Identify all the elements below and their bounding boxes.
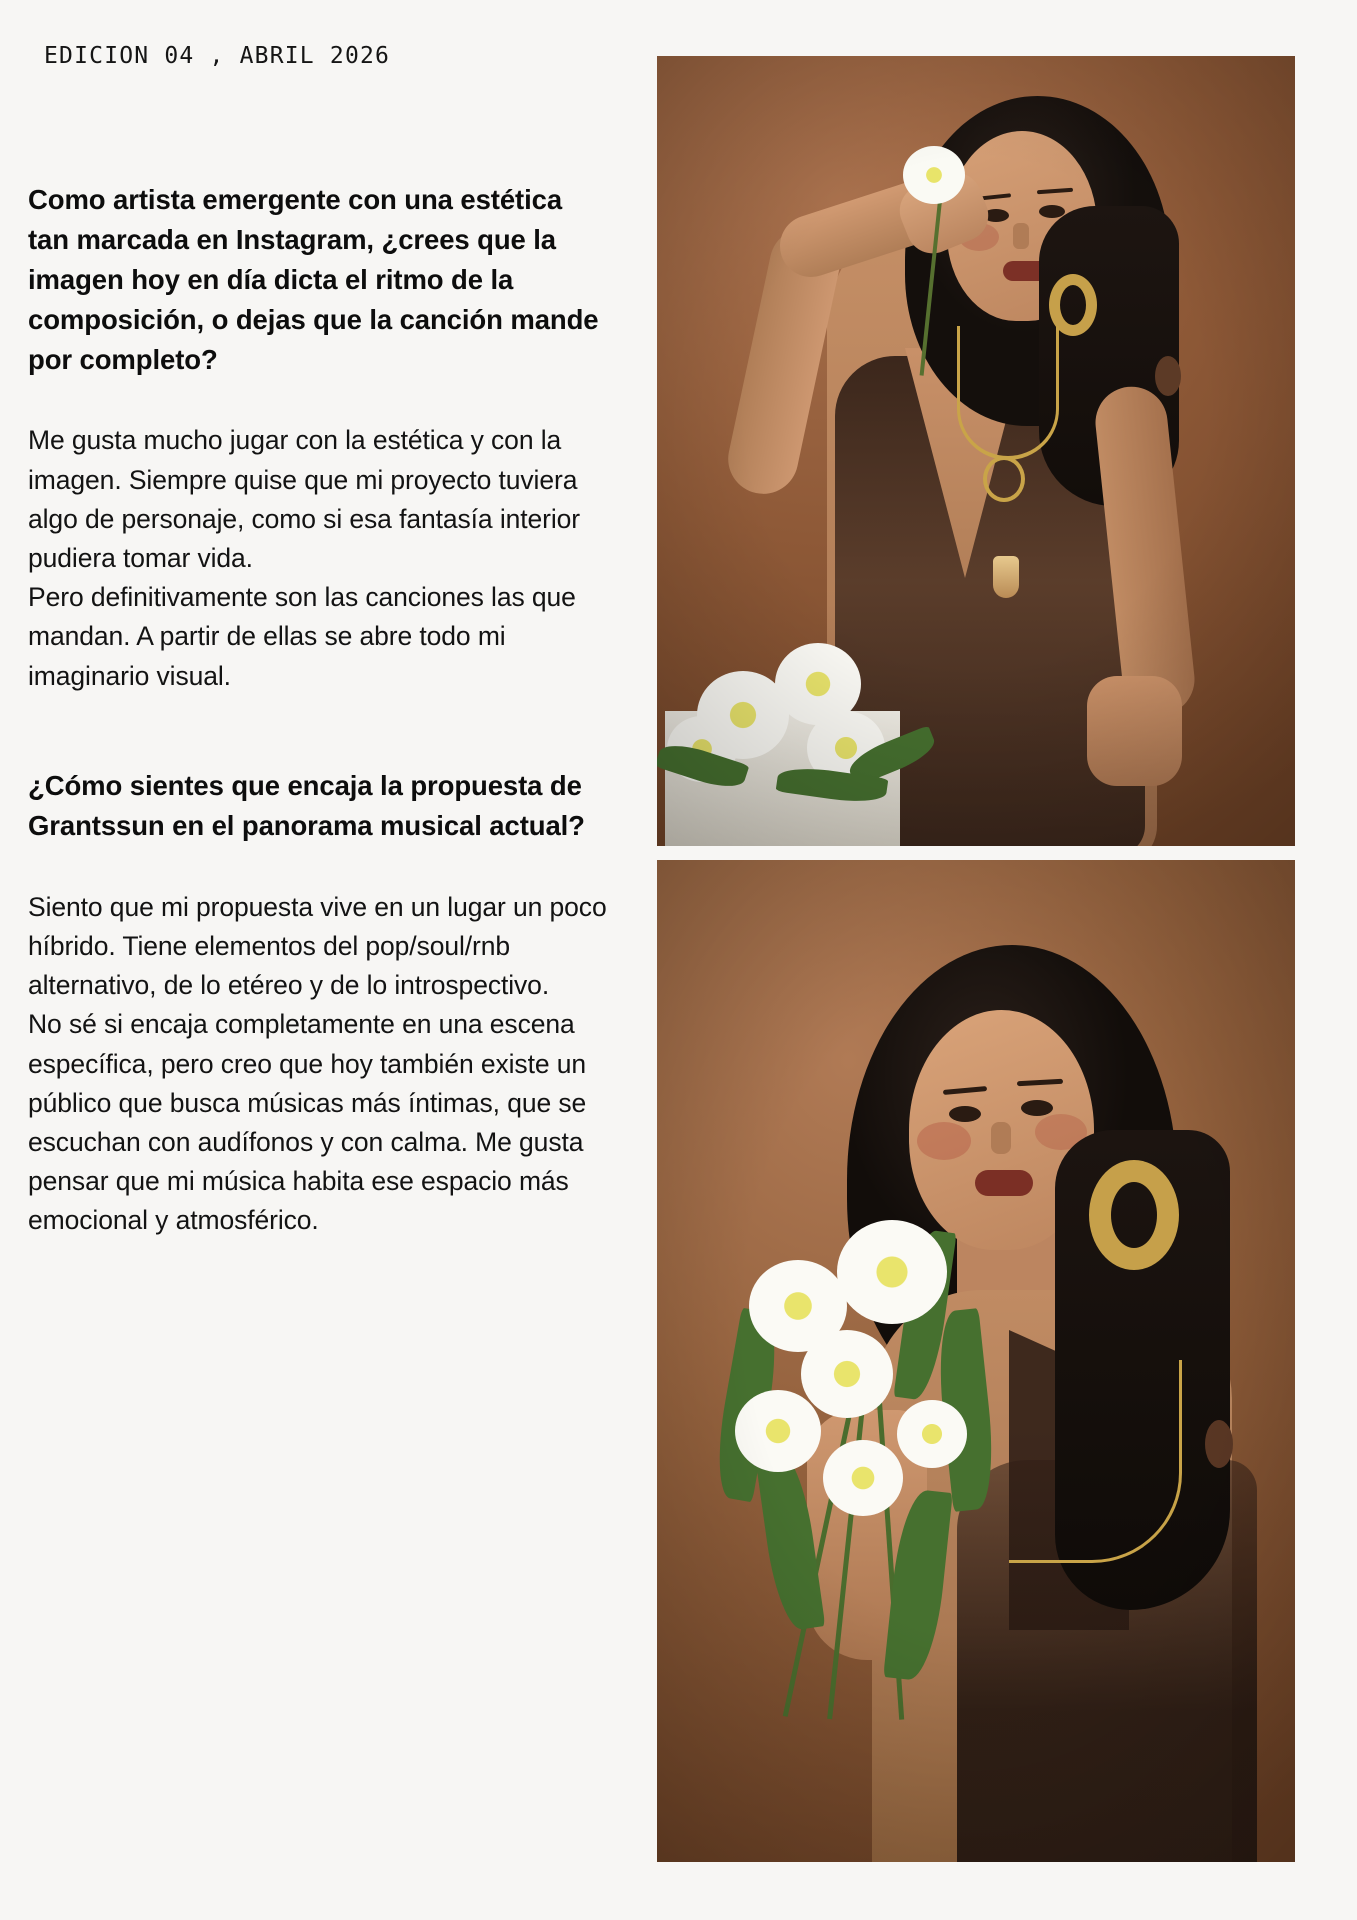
flower xyxy=(897,1400,967,1468)
edition-label: EDICION 04 , ABRIL 2026 xyxy=(44,43,391,69)
photo-bottom xyxy=(657,860,1295,1862)
eye-right xyxy=(1021,1100,1053,1116)
brow-right xyxy=(1017,1079,1063,1086)
answer-2-paragraph-1: Siento que mi propuesta vive en un lugar un poco híbrido. Tiene elementos del pop/soul/rnb alternativo, de lo etéreo y de lo introspectivo. xyxy=(28,891,607,1001)
article-text-column xyxy=(28,180,608,1241)
crystal-pendant xyxy=(993,556,1019,598)
question-1: Como artista emergente con una estética tan marcada en Instagram, ¿crees que la imagen hoy en día dicta el ritmo de la composición, o dejas que la canción mande por completo? xyxy=(28,184,599,375)
bouquet-bottom xyxy=(697,1190,1057,1750)
shoulder-tattoo xyxy=(1155,356,1181,396)
gold-earring xyxy=(1089,1160,1179,1270)
bouquet-top xyxy=(657,601,922,761)
lower-hand xyxy=(1087,676,1182,786)
gold-pendant xyxy=(983,456,1025,502)
shoulder-tattoo xyxy=(1205,1420,1233,1468)
photo-bottom-inner xyxy=(657,860,1295,1862)
leaf xyxy=(883,1488,953,1682)
flower xyxy=(801,1330,893,1418)
flower xyxy=(837,1220,947,1324)
gold-necklace xyxy=(957,326,1059,460)
flower xyxy=(735,1390,821,1472)
nose xyxy=(1013,223,1029,249)
flower xyxy=(823,1440,903,1516)
spacer-1 xyxy=(28,379,608,421)
answer-1-paragraph-1: Me gusta mucho jugar con la estética y con la imagen. Siempre quise que mi proyecto tuviera algo de personaje, como si esa fantasía interior pudiera tomar vida. xyxy=(28,425,581,574)
photo-top-inner xyxy=(657,56,1295,846)
answer-2 xyxy=(28,888,608,1241)
answer-1 xyxy=(28,421,608,696)
eye-left xyxy=(949,1106,981,1122)
photo-top xyxy=(657,56,1295,846)
leaf xyxy=(755,1448,826,1633)
held-flower xyxy=(903,146,965,204)
brow-right xyxy=(1037,188,1073,195)
nose xyxy=(991,1122,1011,1154)
answer-1-paragraph-2: Pero definitivamente son las canciones las que mandan. A partir de ellas se abre todo mi imaginario visual. xyxy=(28,582,576,691)
answer-2-paragraph-2: No sé si encaja completamente en una escena específica, pero creo que hoy también existe un público que busca músicas más íntimas, que se escuchan con audífonos y con calma. Me gusta pensar que mi música habita ese espacio más emocional y atmosférico. xyxy=(28,1009,587,1236)
blush-left xyxy=(917,1122,971,1160)
question-2: ¿Cómo sientes que encaja la propuesta de Grantssun en el panorama musical actual? xyxy=(28,769,585,841)
brow-left xyxy=(943,1086,987,1095)
spacer-3 xyxy=(28,846,608,888)
spacer-2 xyxy=(28,696,608,766)
